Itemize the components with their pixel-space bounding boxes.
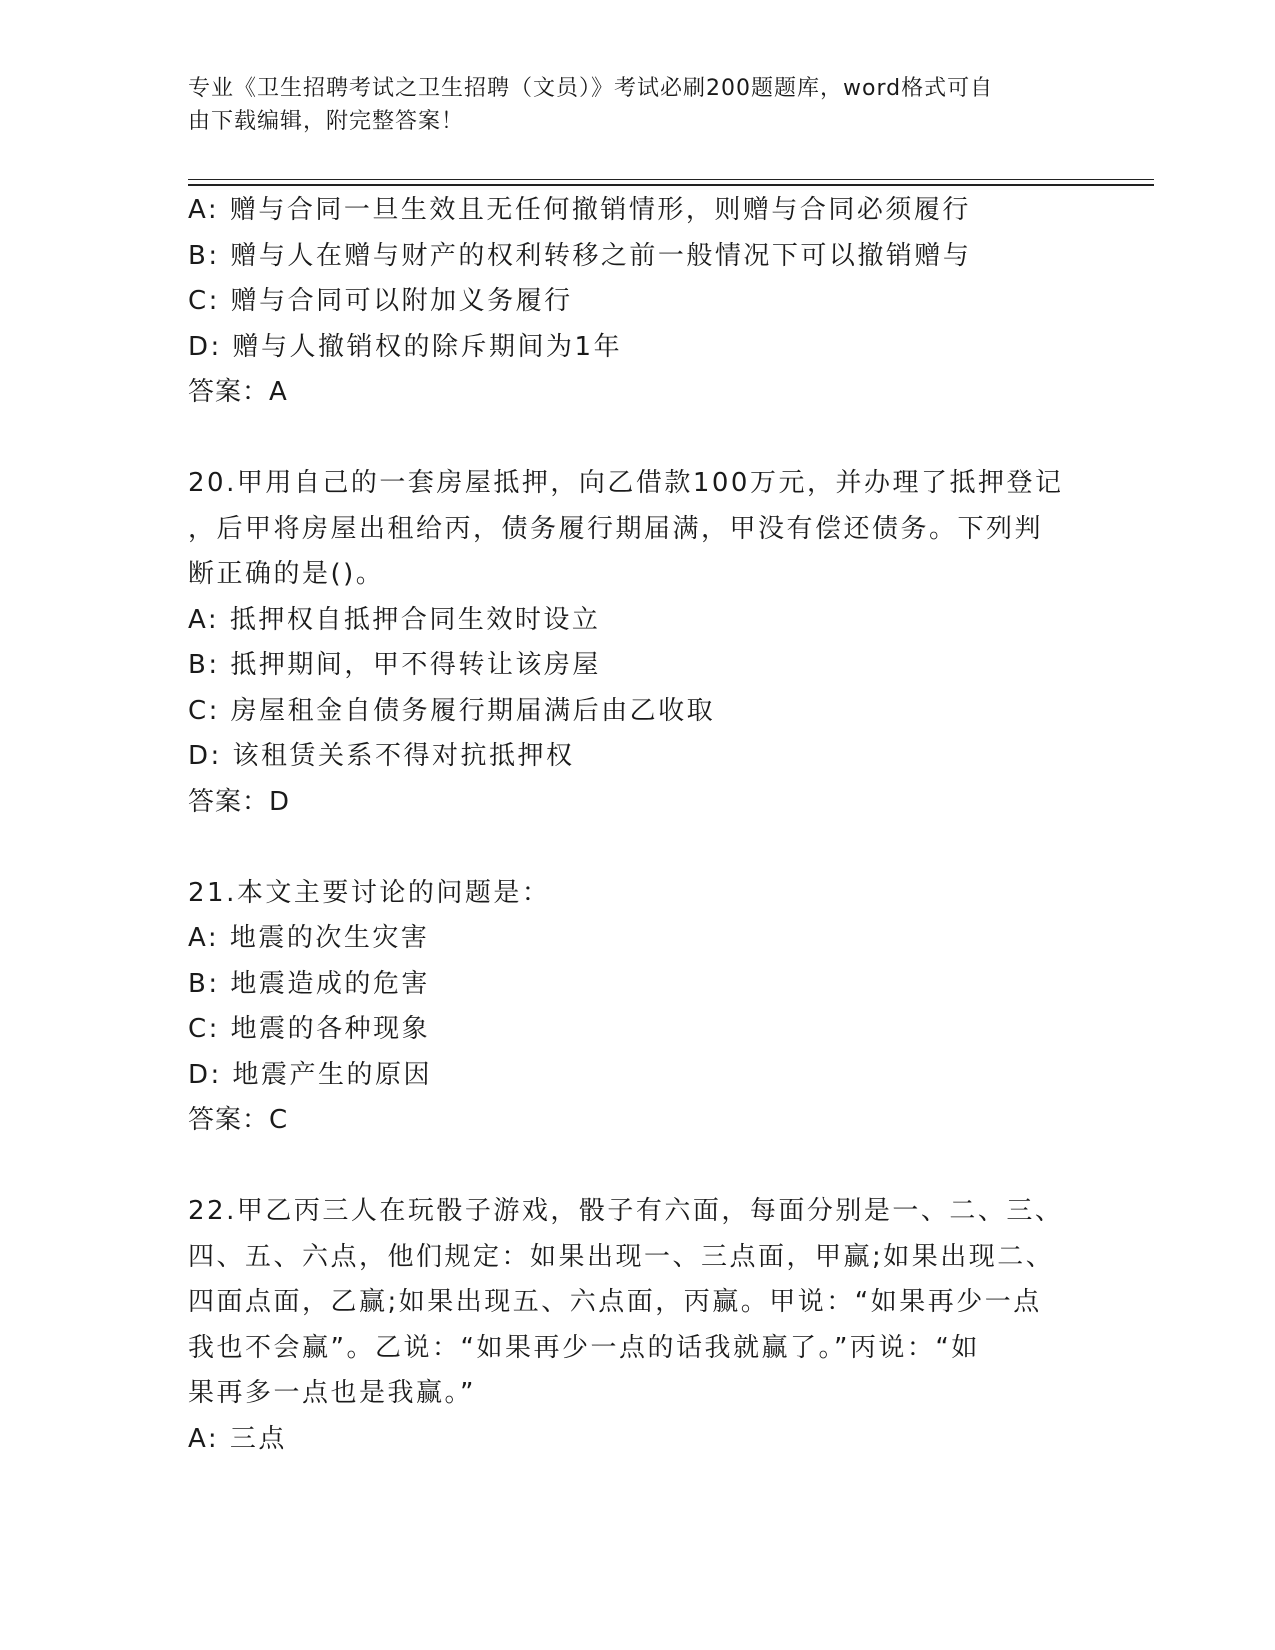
option-a: A: 赠与合同一旦生效且无任何撤销情形，则赠与合同必须履行 xyxy=(188,195,971,225)
question-20 xyxy=(188,461,1088,825)
question-stem-line: 四面点面，乙赢;如果出现五、六点面，丙赢。甲说：“如果再少一点 xyxy=(188,1287,1042,1317)
document-header xyxy=(188,72,1068,138)
header-line-1: 专业《卫生招聘考试之卫生招聘（文员）》考试必刷200题题库，word格式可自 xyxy=(188,76,994,101)
question-stem-line: 果再多一点也是我赢。” xyxy=(188,1378,476,1408)
header-divider-thick xyxy=(188,184,1154,186)
option-a: A: 三点 xyxy=(188,1423,287,1454)
answer: 答案：C xyxy=(188,1105,289,1135)
answer: 答案：D xyxy=(188,786,291,817)
question-22 xyxy=(188,1189,1088,1462)
document-body xyxy=(188,188,1088,1462)
option-a: A: 抵押权自抵押合同生效时设立 xyxy=(188,604,601,635)
option-a: A: 地震的次生灾害 xyxy=(188,923,430,953)
question-19 xyxy=(188,188,1088,416)
option-b: B: 赠与人在赠与财产的权利转移之前一般情况下可以撤销赠与 xyxy=(188,240,972,271)
header-line-2: 由下载编辑，附完整答案！ xyxy=(188,109,465,134)
question-stem-line: 四、五、六点，他们规定：如果出现一、三点面，甲赢;如果出现二、 xyxy=(188,1241,1055,1272)
question-stem-line: 21.本文主要讨论的问题是： xyxy=(188,877,551,908)
answer: 答案：A xyxy=(188,377,288,407)
option-c: C: 赠与合同可以附加义务履行 xyxy=(188,286,573,316)
question-stem-line: 我也不会赢”。乙说：“如果再少一点的话我就赢了。”丙说：“如 xyxy=(188,1332,980,1363)
spacer xyxy=(188,825,1088,871)
option-c: C: 地震的各种现象 xyxy=(188,1014,431,1044)
option-d: D: 赠与人撤销权的除斥期间为1年 xyxy=(188,331,623,362)
question-stem-line: 22.甲乙丙三人在玩骰子游戏，骰子有六面，每面分别是一、二、三、 xyxy=(188,1196,1064,1226)
option-b: B: 抵押期间，甲不得转让该房屋 xyxy=(188,650,601,680)
question-21 xyxy=(188,871,1088,1144)
header-divider-thin xyxy=(188,179,1154,180)
option-d: D: 该租赁关系不得对抗抵押权 xyxy=(188,741,575,771)
option-c: C: 房屋租金自债务履行期届满后由乙收取 xyxy=(188,695,716,726)
question-stem-line: ，后甲将房屋出租给丙，债务履行期届满，甲没有偿还债务。下列判 xyxy=(188,513,1044,544)
question-stem-line: 断正确的是()。 xyxy=(188,559,385,589)
question-stem-line: 20.甲用自己的一套房屋抵押，向乙借款100万元，并办理了抵押登记 xyxy=(188,468,1064,498)
spacer xyxy=(188,1144,1088,1190)
option-d: D: 地震产生的原因 xyxy=(188,1059,433,1090)
option-b: B: 地震造成的危害 xyxy=(188,968,430,999)
spacer xyxy=(188,416,1088,462)
